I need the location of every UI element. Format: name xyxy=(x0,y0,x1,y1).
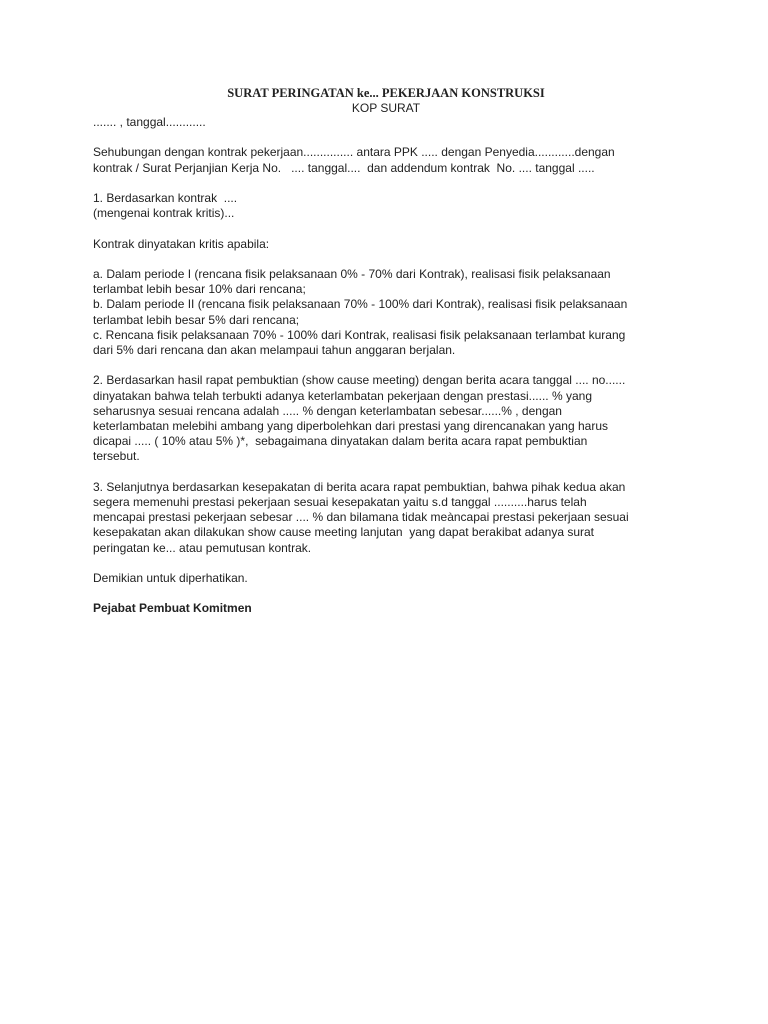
point-3-line: kesepakatan akan dilakukan show cause meeting lanjutan yang dapat berakibat adanya surat xyxy=(93,525,595,540)
kritis-heading: Kontrak dinyatakan kritis apabila: xyxy=(93,236,270,251)
point-2-line: dinyatakan bahwa telah terbukti adanya keterlambatan pekerjaan dengan prestasi...... % yang xyxy=(93,388,592,403)
date-line: ....... , tanggal............ xyxy=(93,115,206,129)
point-2-line: seharusnya sesuai rencana adalah ..... % dengan keterlambatan sebesar......% , dengan xyxy=(93,403,562,418)
letterhead-placeholder: KOP SURAT xyxy=(351,101,421,115)
letter-page xyxy=(93,86,679,617)
closing-line: Demikian untuk diperhatikan. xyxy=(93,570,248,585)
point-3-line: 3. Selanjutnya berdasarkan kesepakatan di berita acara rapat pembuktian, bahwa pihak kedua akan xyxy=(93,479,626,494)
letter-title: SURAT PERINGATAN ke... PEKERJAAN KONSTRUKSI xyxy=(227,86,545,100)
criteria-line: c. Rencana fisik pelaksanaan 70% - 100% dari Kontrak, realisasi fisik pelaksanaan terlambat kurang xyxy=(93,327,626,342)
point-3-line: mencapai prestasi pekerjaan sebesar .... % dan bilamana tidak meàncapai prestasi pekerjaan sesuai xyxy=(93,510,629,525)
point-2-line: 2. Berdasarkan hasil rapat pembuktian (show cause meeting) dengan berita acara tanggal .... no...... xyxy=(93,373,626,388)
signatory-title: Pejabat Pembuat Komitmen xyxy=(93,601,252,616)
point-1-line: 1. Berdasarkan kontrak .... xyxy=(93,190,238,205)
point-2-line: dicapai ..... ( 10% atau 5% )*, sebagaimana dinyatakan dalam berita acara rapat pembuktian xyxy=(93,434,588,449)
point-2-paragraph xyxy=(93,373,679,464)
point-2-line: keterlambatan melebihi ambang yang diperbolehkan dari prestasi yang direncanakan yang harus xyxy=(93,418,608,433)
point-3-line: segera memenuhi prestasi pekerjaan sesuai kesepakatan yaitu s.d tanggal ..........harus telah xyxy=(93,494,587,509)
criteria-line: terlambat lebih besar 5% dari rencana; xyxy=(93,312,300,327)
intro-paragraph xyxy=(93,145,679,175)
intro-line: Sehubungan dengan kontrak pekerjaan............... antara PPK ..... dengan Penyedia............dengan xyxy=(93,145,615,160)
criteria-list xyxy=(93,267,679,358)
criteria-line: terlambat lebih besar 10% dari rencana; xyxy=(93,282,306,297)
criteria-line: a. Dalam periode I (rencana fisik pelaksanaan 0% - 70% dari Kontrak), realisasi fisik pelaksanaan xyxy=(93,266,611,281)
point-3-line: peringatan ke... atau pemutusan kontrak. xyxy=(93,540,312,555)
criteria-line: dari 5% dari rencana dan akan melampaui tahun anggaran berjalan. xyxy=(93,342,456,357)
point-1-line: (mengenai kontrak kritis)... xyxy=(93,206,235,221)
intro-line: kontrak / Surat Perjanjian Kerja No. .... tanggal.... dan addendum kontrak No. .... tanggal ..... xyxy=(93,160,595,175)
point-1-paragraph xyxy=(93,191,679,221)
criteria-line: b. Dalam periode II (rencana fisik pelaksanaan 70% - 100% dari Kontrak), realisasi fisik pelaksanaan xyxy=(93,297,628,312)
point-3-paragraph xyxy=(93,480,679,556)
point-2-line: tersebut. xyxy=(93,449,140,464)
